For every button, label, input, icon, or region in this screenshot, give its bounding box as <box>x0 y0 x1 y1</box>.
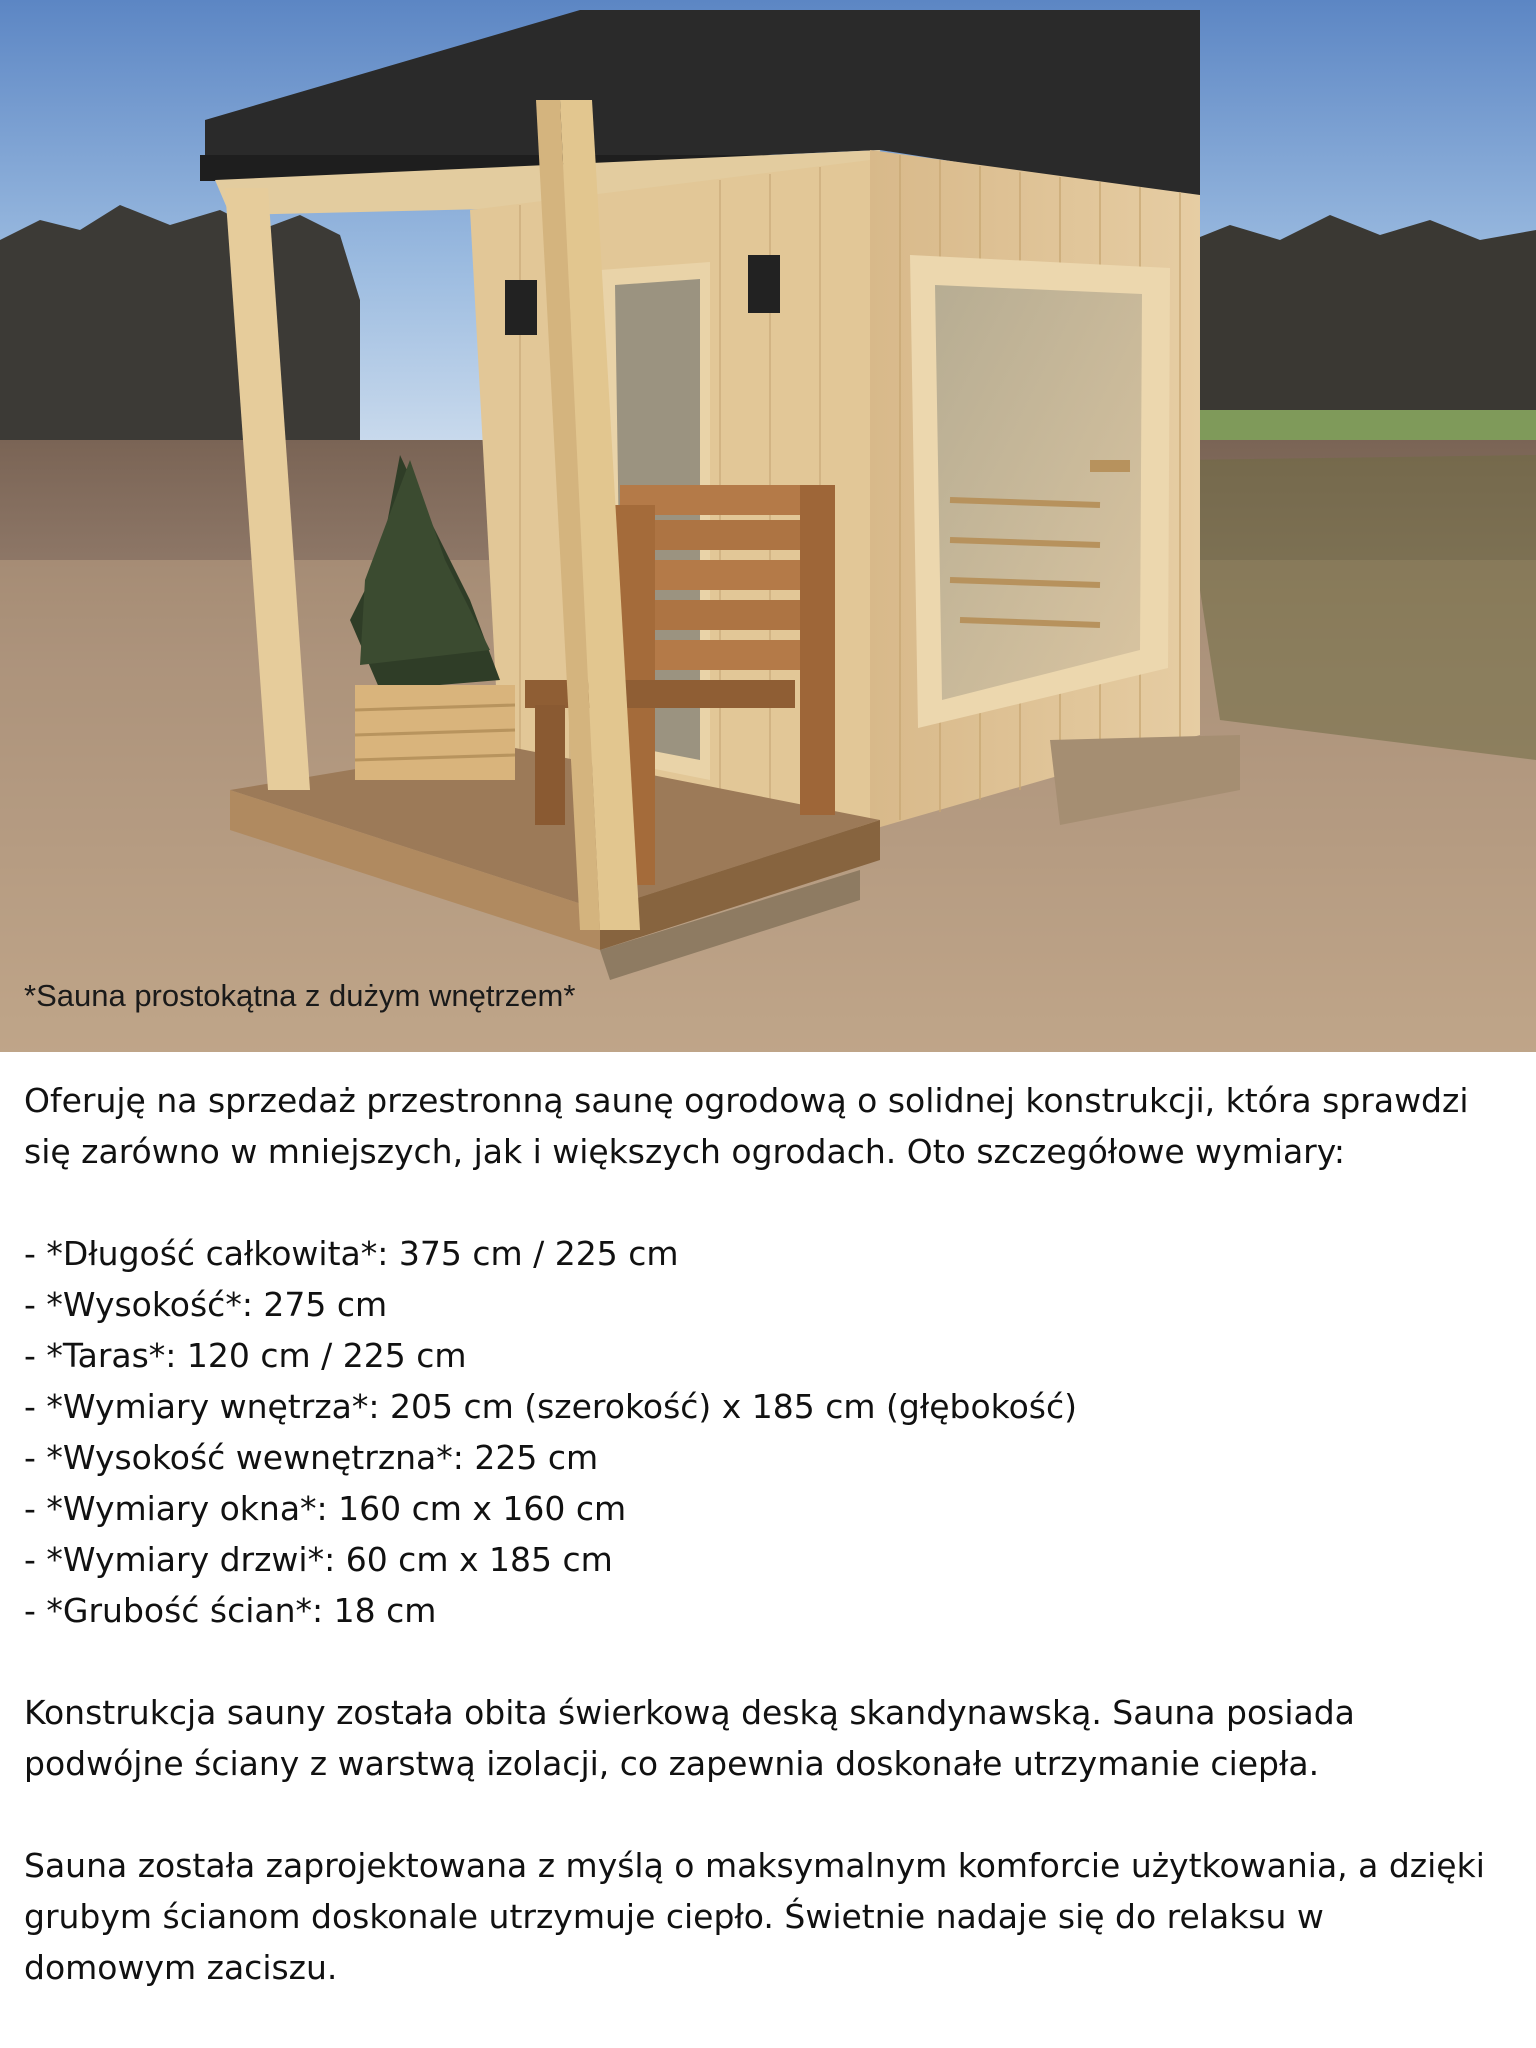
dimension-item: - *Taras*: 120 cm / 225 cm <box>24 1336 467 1375</box>
listing-description <box>24 1075 1524 1993</box>
photo-caption: *Sauna prostokątna z dużym wnętrzem* <box>24 978 576 1013</box>
construction-line: podwójne ściany z warstwą izolacji, co zapewnia doskonałe utrzymanie ciepła. <box>24 1744 1320 1783</box>
dimension-item: - *Wysokość*: 275 cm <box>24 1285 388 1324</box>
dimension-item: - *Długość całkowita*: 375 cm / 225 cm <box>24 1234 679 1273</box>
intro-line: Oferuję na sprzedaż przestronną saunę ogrodową o solidnej konstrukcji, która sprawdzi <box>24 1081 1469 1120</box>
dimension-item: - *Grubość ścian*: 18 cm <box>24 1591 437 1630</box>
dimension-item: - *Wysokość wewnętrzna*: 225 cm <box>24 1438 599 1477</box>
dimensions-list <box>24 1228 1524 1636</box>
dimension-item: - *Wymiary okna*: 160 cm x 160 cm <box>24 1489 627 1528</box>
dimension-item: - *Wymiary wnętrza*: 205 cm (szerokość) x 185 cm (głębokość) <box>24 1387 1078 1426</box>
comfort-line: Sauna została zaprojektowana z myślą o maksymalnym komforcie użytkowania, a dzięki <box>24 1846 1485 1885</box>
comfort-line: domowym zaciszu. <box>24 1948 338 1987</box>
construction-line: Konstrukcja sauny została obita świerkową deską skandynawską. Sauna posiada <box>24 1693 1355 1732</box>
dimension-item: - *Wymiary drzwi*: 60 cm x 185 cm <box>24 1540 613 1579</box>
comfort-line: grubym ścianom doskonale utrzymuje ciepło. Świetnie nadaje się do relaksu w <box>24 1897 1324 1936</box>
intro-line: się zarówno w mniejszych, jak i większych ogrodach. Oto szczegółowe wymiary: <box>24 1132 1345 1171</box>
